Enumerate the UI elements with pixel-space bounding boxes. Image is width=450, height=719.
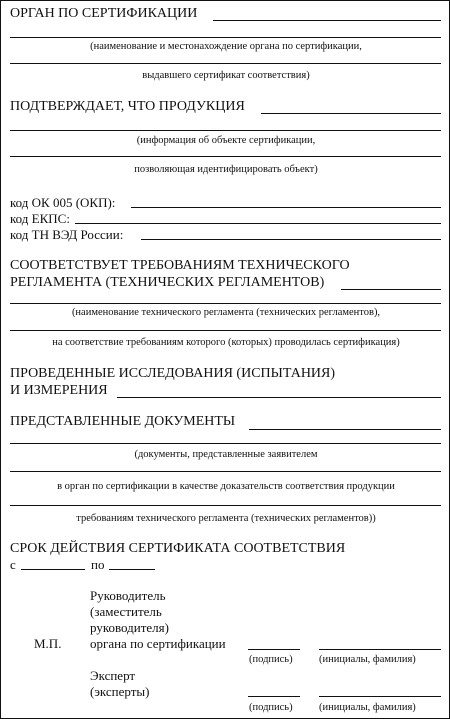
- head-label-1: Руководитель: [90, 588, 166, 603]
- expert-label-2: (эксперты): [90, 684, 150, 699]
- product-field-line-3[interactable]: [10, 156, 441, 157]
- organ-note-1: (наименование и местонахождение органа по сертификации,: [90, 41, 362, 52]
- validity-label: СРОК ДЕЙСТВИЯ СЕРТИФИКАТА СООТВЕТСТВИЯ: [10, 541, 346, 556]
- regulation-field[interactable]: [341, 289, 441, 290]
- expert-label-1: Эксперт: [90, 668, 136, 683]
- head-initials-field[interactable]: [319, 649, 441, 650]
- expert-signature-caption: (подпись): [249, 702, 293, 713]
- product-field-line-2[interactable]: [10, 130, 441, 131]
- code-ok-label: код ОК 005 (ОКП):: [10, 195, 116, 210]
- regulation-field-line-2[interactable]: [10, 303, 441, 304]
- product-field[interactable]: [261, 113, 441, 114]
- head-signature-caption: (подпись): [249, 654, 293, 665]
- docs-field-line-4[interactable]: [10, 505, 441, 506]
- tests-field[interactable]: [117, 397, 441, 398]
- docs-note-3: требованиям технического регламента (технических регламентов)): [76, 513, 376, 524]
- confirms-label: ПОДТВЕРЖДАЕТ, ЧТО ПРОДУКЦИЯ: [10, 99, 245, 114]
- code-tnved-label: код ТН ВЭД России:: [10, 227, 124, 242]
- validity-from-field[interactable]: [21, 569, 85, 570]
- expert-initials-caption: (инициалы, фамилия): [319, 702, 416, 713]
- code-ekps-label: код ЕКПС:: [10, 211, 70, 226]
- stamp-label: М.П.: [34, 636, 62, 651]
- tests-label-1: ПРОВЕДЕННЫЕ ИССЛЕДОВАНИЯ (ИСПЫТАНИЯ): [10, 366, 336, 381]
- validity-to-label: по: [91, 557, 105, 572]
- head-label-3: руководителя): [90, 620, 169, 635]
- organ-note-2: выдавшего сертификат соответствия): [142, 70, 310, 81]
- complies-label-2: РЕГЛАМЕНТА (ТЕХНИЧЕСКИХ РЕГЛАМЕНТОВ): [10, 275, 325, 290]
- regulation-note-2: на соответствие требованиям которого (которых) проводилась сертификация): [52, 337, 400, 348]
- organ-field[interactable]: [213, 20, 441, 21]
- head-signature-field[interactable]: [248, 649, 300, 650]
- regulation-field-line-3[interactable]: [10, 330, 441, 331]
- docs-field-line-3[interactable]: [10, 471, 441, 472]
- head-initials-caption: (инициалы, фамилия): [319, 654, 416, 665]
- validity-to-field[interactable]: [109, 569, 155, 570]
- head-label-4: органа по сертификации: [90, 636, 226, 651]
- regulation-note-1: (наименование технического регламента (технических регламентов),: [71, 307, 381, 318]
- docs-note-2: в орган по сертификации в качестве доказательств соответствия продукции: [57, 481, 395, 492]
- code-ok-field[interactable]: [131, 207, 441, 208]
- complies-label-1: СООТВЕТСТВУЕТ ТРЕБОВАНИЯМ ТЕХНИЧЕСКОГО: [10, 258, 350, 273]
- expert-initials-field[interactable]: [319, 696, 441, 697]
- product-note-1: (информация об объекте сертификации,: [136, 135, 316, 146]
- validity-from-label: с: [10, 557, 16, 572]
- code-ekps-field[interactable]: [75, 223, 441, 224]
- tests-label-2: И ИЗМЕРЕНИЯ: [10, 383, 108, 398]
- docs-field-line-2[interactable]: [10, 443, 441, 444]
- expert-signature-field[interactable]: [248, 696, 300, 697]
- organ-label: ОРГАН ПО СЕРТИФИКАЦИИ: [10, 6, 198, 21]
- organ-field-line-2[interactable]: [10, 37, 441, 38]
- organ-field-line-3[interactable]: [10, 63, 441, 64]
- product-note-2: позволяющая идентифицировать объект): [134, 164, 318, 175]
- docs-note-1: (документы, представленные заявителем: [134, 449, 318, 460]
- head-label-2: (заместитель: [90, 604, 162, 619]
- code-tnved-field[interactable]: [141, 239, 441, 240]
- docs-label: ПРЕДСТАВЛЕННЫЕ ДОКУМЕНТЫ: [10, 414, 236, 429]
- docs-field[interactable]: [249, 429, 441, 430]
